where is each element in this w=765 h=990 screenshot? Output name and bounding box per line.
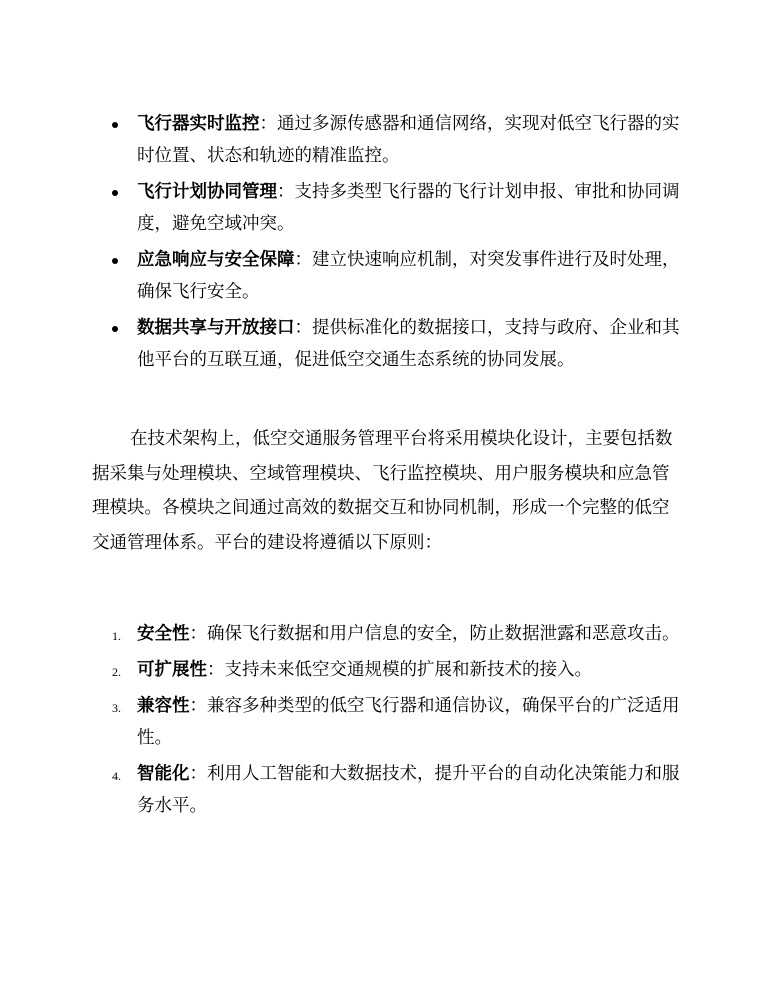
principle-text: 兼容多种类型的低空飞行器和通信协议，确保平台的广泛适用性。 bbox=[137, 696, 680, 748]
principle-item bbox=[0, 618, 765, 650]
bullet-item bbox=[0, 108, 765, 172]
bullet-term: 飞行器实时监控 bbox=[137, 114, 260, 134]
principle-number: 2. bbox=[112, 665, 121, 679]
principle-text: 利用人工智能和大数据技术，提升平台的自动化决策能力和服务水平。 bbox=[137, 764, 680, 816]
principle-item bbox=[0, 690, 765, 754]
principle-number: 4. bbox=[112, 769, 121, 783]
bullet-text: 提供标准化的数据接口，支持与政府、企业和其他平台的互联互通，促进低空交通生态系统的协同发展。 bbox=[137, 318, 680, 370]
bullet-separator: ： bbox=[259, 114, 277, 134]
bullet-item bbox=[0, 244, 765, 308]
principle-term: 兼容性 bbox=[137, 696, 190, 716]
principle-item bbox=[0, 654, 765, 686]
bullet-item bbox=[0, 176, 765, 240]
bullet-text: 建立快速响应机制，对突发事件进行及时处理，确保飞行安全。 bbox=[137, 250, 680, 302]
bullet-term: 数据共享与开放接口 bbox=[137, 318, 295, 338]
bullet-dot-icon bbox=[112, 190, 118, 196]
principle-number: 1. bbox=[112, 629, 121, 643]
principle-text: 支持未来低空交通规模的扩展和新技术的接入。 bbox=[224, 660, 592, 680]
feature-bullet-list bbox=[0, 108, 765, 380]
principle-number: 3. bbox=[112, 701, 121, 715]
principle-separator: ： bbox=[189, 764, 207, 784]
bullet-dot-icon bbox=[112, 258, 118, 264]
bullet-dot-icon bbox=[112, 326, 118, 332]
principle-term: 智能化 bbox=[137, 764, 190, 784]
principle-term: 安全性 bbox=[137, 624, 190, 644]
bullet-text: 支持多类型飞行器的飞行计划申报、审批和协同调度，避免空域冲突。 bbox=[137, 182, 680, 234]
principles-list bbox=[0, 618, 765, 826]
bullet-item bbox=[0, 312, 765, 376]
principle-item bbox=[0, 758, 765, 822]
bullet-separator: ： bbox=[277, 182, 295, 202]
principle-text: 确保飞行数据和用户信息的安全，防止数据泄露和恶意攻击。 bbox=[207, 624, 680, 644]
bullet-dot-icon bbox=[112, 122, 118, 128]
principle-separator: ： bbox=[189, 696, 207, 716]
principle-separator: ： bbox=[207, 660, 225, 680]
principle-term: 可扩展性 bbox=[137, 660, 207, 680]
bullet-separator: ： bbox=[294, 318, 312, 338]
bullet-text: 通过多源传感器和通信网络，实现对低空飞行器的实时位置、状态和轨迹的精准监控。 bbox=[137, 114, 680, 166]
architecture-paragraph: 在技术架构上，低空交通服务管理平台将采用模块化设计，主要包括数据采集与处理模块、空域管理模块、飞行监控模块、用户服务模块和应急管理模块。各模块之间通过高效的数据交互和协同机制，形成一个完整的低空交通管理体系。平台的建设将遵循以下原则： bbox=[92, 429, 673, 553]
bullet-separator: ： bbox=[294, 250, 312, 270]
bullet-term: 飞行计划协同管理 bbox=[137, 182, 277, 202]
principle-separator: ： bbox=[189, 624, 207, 644]
bullet-term: 应急响应与安全保障 bbox=[137, 250, 295, 270]
